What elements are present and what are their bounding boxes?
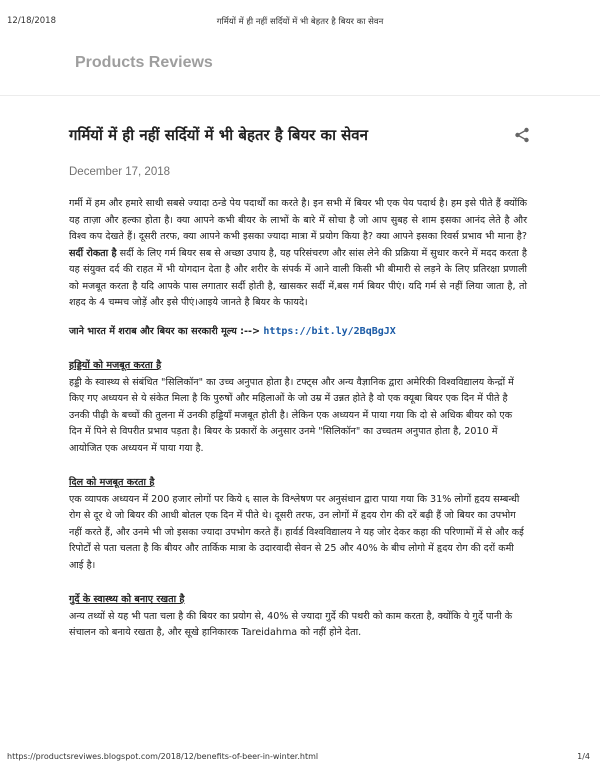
- blog-name-link[interactable]: Products Reviews: [75, 54, 213, 71]
- price-link[interactable]: https://bit.ly/2BqBgJX: [263, 325, 396, 337]
- section-body-kidney: अन्य तथ्यों से यह भी पता चला है की बियर का प्रयोग से, 40% से ज्यादा गुर्दे की पथरी को काम करता है, क्योंकि ये गुर्दे पानी के संचालन को बनाये रखता है, और सूखे हानिकारक Tareidahma को नहीं होने देता.: [69, 610, 513, 638]
- section-body-heart: एक व्यापक अध्ययन में 200 हजार लोगों पर किये ६ साल के विश्लेषण पर अनुसंधान द्वारा पाया गया कि 31% लोगों हृदय सम्बन्धी रोग से दूर थे जो बियर की आधी बोतल एक दिन में पीते थे। दूसरी तरफ, उन लोगों में हृदय रोग की दरें बढ़ी हैं जो बियर का उपभोग नहीं करते हैं, और उनमे भी जो इसका ज्यादा उपभोग करते हैं। हार्वर्ड विश्वविद्यालय ने यह जोर देकर कहा की परिणामों में से और कई रिपोर्टों से पता चलता है कि बीयर और तार्किक मात्रा के उदारवादी सेवन से 25 और 40% के बीच लोगो में हृदय रोग की दरों कमी आई है।: [69, 493, 524, 571]
- print-footer: [7, 752, 590, 764]
- intro-text-part-2: सर्दी के लिए गर्म बियर सब से अच्छा उपाय है, यह परिसंचरण और सांस लेने की प्रक्रिया में सुधार करने में मदद करता है यह संयुक्त दर्द की राहत में भी योगदान देता है और शरीर के संपर्क में आने वाली किसी भी बीमारी से लड़ने के लिए प्रतिरक्षा प्रणाली को मजबूत करता है यदि आपके पास लगातार सर्दी होती है, खासकर सर्दी में,बस गर्म बियर पीएं। यदि गर्म से नहीं लिया जाता है, तो शहद के 4 चम्मच जोड़ें और इसे पीएं।आइये जानते है बियर के फायदे।: [69, 247, 528, 308]
- print-date: 12/18/2018: [7, 16, 56, 26]
- post-body: [69, 196, 527, 642]
- price-link-prefix: जाने भारत में शराब और बियर का सरकारी मूल्य :-->: [69, 325, 264, 337]
- print-page-number: 1/4: [577, 752, 590, 761]
- print-document-title: गर्मियों में ही नहीं सर्दियों में भी बेहतर है बियर का सेवन: [216, 17, 384, 27]
- header-divider: [0, 95, 600, 96]
- post-date: December 17, 2018: [69, 166, 171, 178]
- print-url: https://productsreviwes.blogspot.com/2018/12/benefits-of-beer-in-winter.html: [7, 752, 319, 761]
- intro-text-part-1: गर्मी में हम और हमारे साथी सबसे ज्यादा ठन्डे पेय पदार्थों का करते है। इन सभी में बियर भी एक पेय पदार्थ है। हम इसे पीते हैं क्योंकि यह ताज़ा और हल्का होता है। क्या आपने कभी बीयर के लाभों के बारे में सोचा है जो आप सुबह से शाम इसका आनंद लेते है और विश्व कप देखते हैं। दूसरी तरफ, क्या आपने कभी इसका ज्यादा मात्रा में प्रयोग किया है? क्या आपने इसका रिवर्स प्रभाव भी माना है?: [69, 198, 527, 242]
- share-icon[interactable]: [514, 127, 530, 143]
- intro-bold-text: सर्दी रोकता है: [69, 247, 117, 259]
- section-heading-bones: हड्डियों को मजबूत करता है: [69, 360, 162, 371]
- section-body-bones: हड्डी के स्वास्थ्य से संबंधित "सिलिकॉन" का उच्च अनुपात होता है। टफ्ट्स और अन्य वैज्ञानिक द्वारा अमेरिकी विश्वविद्यालय केन्द्रों में किए गए अध्ययन से ये संकेत मिला है कि पुरुषों और महिलाओं के जो उम्र में उन्नत होते है वो एक क्यूबा बियर एक दिन में पीते है उनकी पीढ़ी के बच्चों की तुलना में उनकी हड्डियाँ मजबूत होती है। लेकिन एक अध्ययन में पाया गया कि दो से अधिक बीयर को एक दिन में पिने से विपरीत प्रभाव पड़ता है। बियर के प्रकारों के अनुसार उनमे "सिलिकॉन" का उच्चतम अनुपात होता है, 2010 में आयोजित एक अध्ययन में पाया गया है.: [69, 376, 514, 454]
- print-header: [0, 16, 600, 28]
- intro-paragraph: [69, 196, 527, 312]
- section-heading-kidney: गुर्दे के स्वास्थ्य को बनाए रखता है: [69, 594, 185, 605]
- price-link-line: [69, 324, 527, 341]
- post-title: गर्मियों में ही नहीं सर्दियों में भी बेहतर है बियर का सेवन: [69, 126, 368, 144]
- section-heading-heart: दिल को मजबूत करता है: [69, 477, 155, 488]
